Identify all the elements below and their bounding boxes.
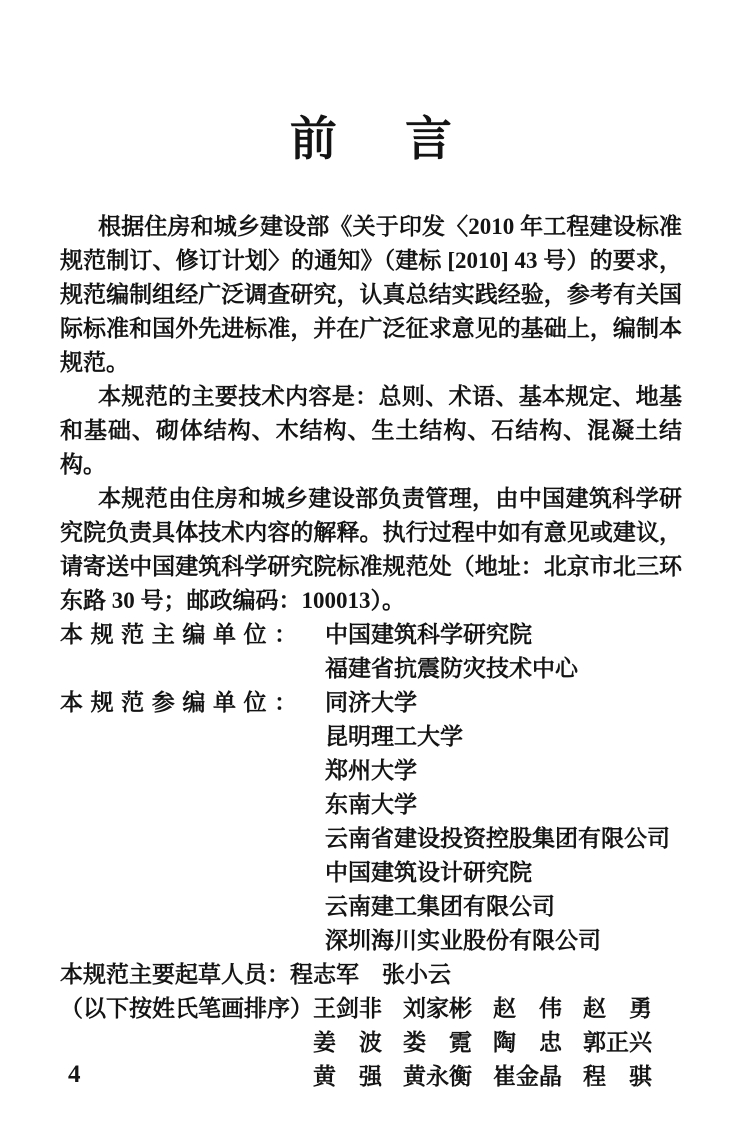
participating-org: 云南省建设投资控股集团有限公司 xyxy=(325,826,670,851)
chief-editor-unit-items xyxy=(325,618,682,686)
chief-editor-org: 福建省抗震防灾技术中心 xyxy=(325,656,578,681)
drafter-name: 郭正兴 xyxy=(583,1030,652,1055)
drafters-lead-names: 程志军 张小云 xyxy=(290,962,451,987)
drafter-name: 黄永衡 xyxy=(403,1064,472,1089)
participating-org: 郑州大学 xyxy=(325,758,417,783)
chief-editor-org: 中国建筑科学研究院 xyxy=(325,622,532,647)
drafter-name: 刘家彬 xyxy=(403,996,472,1021)
page-title: 前言 xyxy=(289,114,521,166)
participating-org: 中国建筑设计研究院 xyxy=(325,860,532,885)
page-number: 4 xyxy=(68,1061,81,1088)
drafter-name: 赵 伟 xyxy=(493,996,562,1021)
drafters-sort-note: （以下按姓氏笔画排序） xyxy=(60,996,313,1021)
participating-org: 同济大学 xyxy=(325,690,417,715)
drafters-label: 本规范主要起草人员： xyxy=(60,962,290,987)
drafter-name: 崔金晶 xyxy=(493,1064,562,1089)
participating-units-label: 本规范参编单位： xyxy=(60,690,305,715)
chief-editor-unit-label: 本规范主编单位： xyxy=(60,622,305,647)
drafter-name: 娄 霓 xyxy=(403,1030,472,1055)
chief-editor-unit-row xyxy=(60,618,682,686)
drafters-sorted-row xyxy=(60,992,682,1094)
participating-org: 昆明理工大学 xyxy=(325,724,463,749)
drafter-name: 黄 强 xyxy=(313,1064,382,1089)
drafters-names-grid xyxy=(313,992,673,1094)
drafter-name: 王剑非 xyxy=(313,996,382,1021)
drafters-row xyxy=(60,958,682,992)
drafter-name: 赵 勇 xyxy=(583,996,652,1021)
drafter-name: 姜 波 xyxy=(313,1030,382,1055)
paragraph-management: 本规范由住房和城乡建设部负责管理，由中国建筑科学研究院负责具体技术内容的解释。执行过程中如有意见或建议，请寄送中国建筑科学研究院标准规范处（地址：北京市北三环东路 30 号；邮政编码：100013）。 xyxy=(60,486,682,613)
body-text xyxy=(60,210,682,1094)
page-content xyxy=(60,0,682,1094)
participating-units-items xyxy=(325,686,682,958)
participating-units-row xyxy=(60,686,682,958)
paragraph-basis: 根据住房和城乡建设部《关于印发〈2010 年工程建设标准规范制订、修订计划〉的通知》（建标 [2010] 43 号）的要求，规范编制组经广泛调查研究，认真总结实践经验，参考有关国际标准和国外先进标准，并在广泛征求意见的基础上，编制本规范。 xyxy=(60,214,682,375)
participating-org: 深圳海川实业股份有限公司 xyxy=(325,928,601,953)
paragraph-contents: 本规范的主要技术内容是：总则、术语、基本规定、地基和基础、砌体结构、木结构、生土结构、石结构、混凝土结构。 xyxy=(60,384,682,477)
drafter-name: 陶 忠 xyxy=(493,1030,562,1055)
participating-org: 东南大学 xyxy=(325,792,417,817)
participating-org: 云南建工集团有限公司 xyxy=(325,894,555,919)
drafter-name: 程 骐 xyxy=(583,1064,652,1089)
